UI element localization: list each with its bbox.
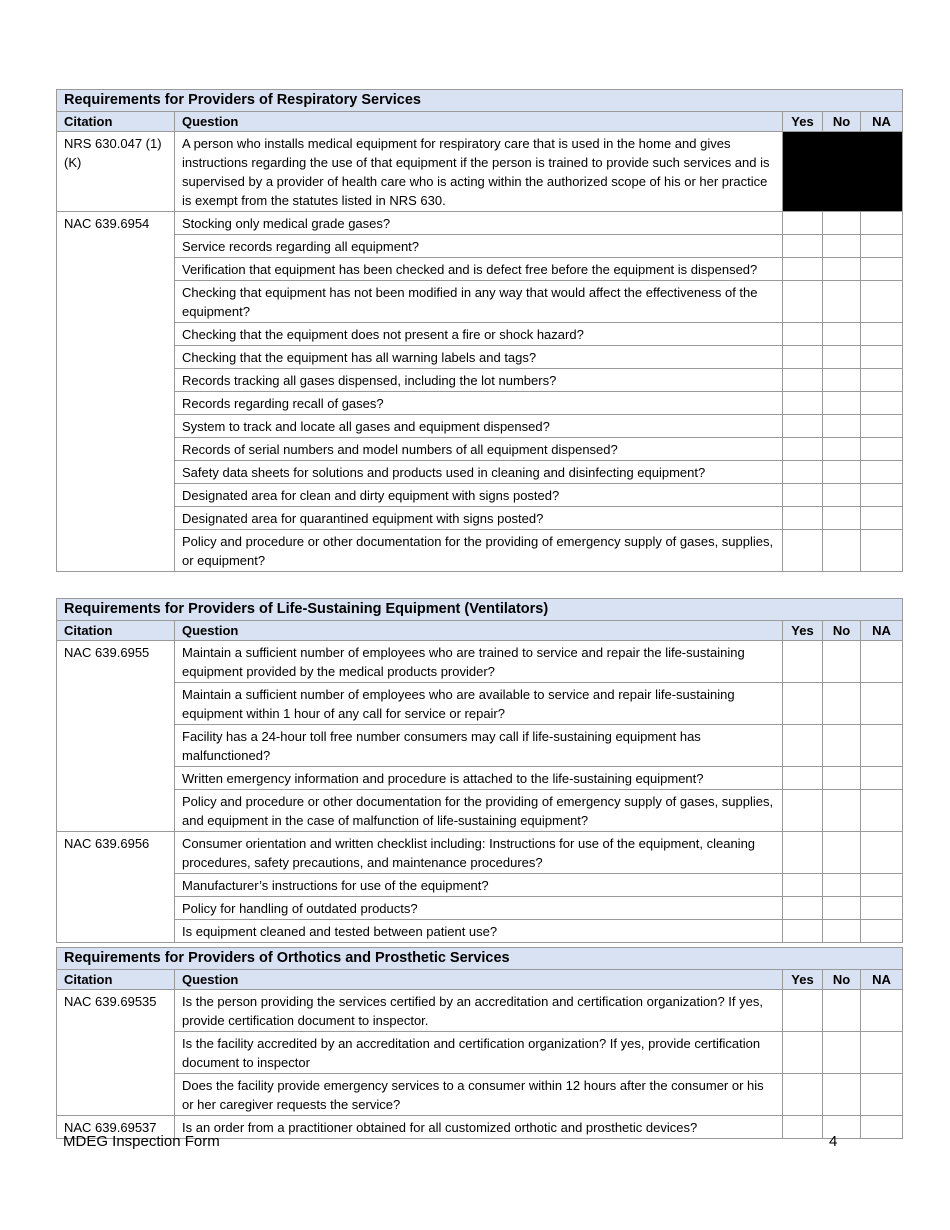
na-checkbox-cell[interactable] bbox=[861, 1074, 903, 1116]
table-row bbox=[57, 530, 903, 572]
yes-checkbox-cell[interactable] bbox=[783, 897, 823, 920]
question-cell: Policy and procedure or other documentation for the providing of emergency supply of gases, supplies, or equipment? bbox=[175, 530, 783, 572]
no-checkbox-cell[interactable] bbox=[823, 484, 861, 507]
na-header: NA bbox=[861, 621, 903, 641]
table-row bbox=[57, 1032, 903, 1074]
na-checkbox-cell[interactable] bbox=[861, 683, 903, 725]
no-checkbox-cell[interactable] bbox=[823, 323, 861, 346]
na-checkbox-cell[interactable] bbox=[861, 530, 903, 572]
na-checkbox-cell[interactable] bbox=[861, 235, 903, 258]
question-cell: Records of serial numbers and model numbers of all equipment dispensed? bbox=[175, 438, 783, 461]
yes-checkbox-cell[interactable] bbox=[783, 1116, 823, 1139]
question-cell: Maintain a sufficient number of employees who are trained to service and repair the life-sustaining equipment provided by the medical products provider? bbox=[175, 641, 783, 683]
table-row bbox=[57, 725, 903, 767]
no-checkbox-cell[interactable] bbox=[823, 920, 861, 943]
no-checkbox-cell[interactable] bbox=[823, 725, 861, 767]
no-checkbox-cell[interactable] bbox=[823, 683, 861, 725]
yes-checkbox-cell[interactable] bbox=[783, 258, 823, 281]
yes-checkbox-cell[interactable] bbox=[783, 484, 823, 507]
table-row bbox=[57, 235, 903, 258]
na-checkbox-cell[interactable] bbox=[861, 392, 903, 415]
question-cell: Stocking only medical grade gases? bbox=[175, 212, 783, 235]
table-row bbox=[57, 767, 903, 790]
no-checkbox-cell[interactable] bbox=[823, 507, 861, 530]
no-checkbox-cell[interactable] bbox=[823, 392, 861, 415]
no-checkbox-cell[interactable] bbox=[823, 897, 861, 920]
question-cell: Is the facility accredited by an accreditation and certification organization? If yes, provide certification document to inspector bbox=[175, 1032, 783, 1074]
question-cell: Maintain a sufficient number of employees who are available to service and repair life-sustaining equipment within 1 hour of any call for service or repair? bbox=[175, 683, 783, 725]
no-checkbox-cell[interactable] bbox=[823, 461, 861, 484]
question-header: Question bbox=[175, 621, 783, 641]
no-checkbox-cell[interactable] bbox=[823, 790, 861, 832]
na-header: NA bbox=[861, 112, 903, 132]
yes-checkbox-cell[interactable] bbox=[783, 323, 823, 346]
yes-checkbox-cell[interactable] bbox=[783, 461, 823, 484]
citation-cell: NRS 630.047 (1)(K) bbox=[57, 132, 175, 212]
na-checkbox-cell[interactable] bbox=[861, 790, 903, 832]
respiratory-services-table bbox=[56, 89, 903, 572]
question-header: Question bbox=[175, 970, 783, 990]
no-checkbox-cell[interactable] bbox=[823, 415, 861, 438]
table-row bbox=[57, 415, 903, 438]
question-header: Question bbox=[175, 112, 783, 132]
yes-header: Yes bbox=[783, 621, 823, 641]
table-row bbox=[57, 920, 903, 943]
na-checkbox-cell[interactable] bbox=[861, 990, 903, 1032]
no-checkbox-cell[interactable] bbox=[823, 212, 861, 235]
footer-form-name: MDEG Inspection Form bbox=[63, 1133, 220, 1150]
yes-header: Yes bbox=[783, 970, 823, 990]
na-checkbox-cell[interactable] bbox=[861, 1032, 903, 1074]
question-cell: System to track and locate all gases and equipment dispensed? bbox=[175, 415, 783, 438]
question-cell: Policy and procedure or other documentation for the providing of emergency supply of gases, supplies, and equipment in the case of malfunction of life-sustaining equipment? bbox=[175, 790, 783, 832]
citation-cell: NAC 639.69537 bbox=[57, 1116, 175, 1139]
yes-checkbox-cell[interactable] bbox=[783, 281, 823, 323]
question-cell: Checking that the equipment does not present a fire or shock hazard? bbox=[175, 323, 783, 346]
table-row bbox=[57, 832, 903, 874]
section-title: Requirements for Providers of Respiratory Services bbox=[57, 90, 903, 112]
life-sustaining-equipment-section bbox=[56, 598, 902, 943]
table-row bbox=[57, 323, 903, 346]
na-checkbox-cell[interactable] bbox=[861, 484, 903, 507]
citation-cell: NAC 639.6956 bbox=[57, 832, 175, 943]
yes-header: Yes bbox=[783, 112, 823, 132]
citation-header: Citation bbox=[57, 621, 175, 641]
na-checkbox-cell[interactable] bbox=[861, 212, 903, 235]
no-checkbox-cell[interactable] bbox=[823, 346, 861, 369]
na-checkbox-cell[interactable] bbox=[861, 897, 903, 920]
citation-header: Citation bbox=[57, 970, 175, 990]
section-title: Requirements for Providers of Orthotics and Prosthetic Services bbox=[57, 948, 903, 970]
yes-checkbox-cell[interactable] bbox=[783, 369, 823, 392]
question-cell: Manufacturer’s instructions for use of the equipment? bbox=[175, 874, 783, 897]
orthotics-prosthetic-table bbox=[56, 947, 903, 1139]
table-row bbox=[57, 132, 903, 212]
table-row bbox=[57, 346, 903, 369]
question-cell: Written emergency information and procedure is attached to the life-sustaining equipment? bbox=[175, 767, 783, 790]
question-cell: Designated area for quarantined equipment with signs posted? bbox=[175, 507, 783, 530]
orthotics-prosthetic-section bbox=[56, 947, 902, 1139]
no-checkbox-cell[interactable] bbox=[823, 530, 861, 572]
question-cell: Designated area for clean and dirty equipment with signs posted? bbox=[175, 484, 783, 507]
na-checkbox-cell[interactable] bbox=[861, 258, 903, 281]
no-checkbox-cell[interactable] bbox=[823, 281, 861, 323]
no-checkbox-cell[interactable] bbox=[823, 832, 861, 874]
citation-cell: NAC 639.6954 bbox=[57, 212, 175, 572]
no-checkbox-cell[interactable] bbox=[823, 1032, 861, 1074]
question-cell: Checking that the equipment has all warning labels and tags? bbox=[175, 346, 783, 369]
question-cell: Safety data sheets for solutions and products used in cleaning and disinfecting equipment? bbox=[175, 461, 783, 484]
yes-checkbox-cell[interactable] bbox=[783, 530, 823, 572]
table-row bbox=[57, 212, 903, 235]
table-row bbox=[57, 897, 903, 920]
no-checkbox-cell[interactable] bbox=[823, 258, 861, 281]
table-row bbox=[57, 484, 903, 507]
yes-checkbox-cell[interactable] bbox=[783, 767, 823, 790]
no-checkbox-cell[interactable] bbox=[823, 369, 861, 392]
yes-checkbox-cell[interactable] bbox=[783, 790, 823, 832]
yes-checkbox-cell[interactable] bbox=[783, 874, 823, 897]
table-row bbox=[57, 281, 903, 323]
yes-checkbox-cell[interactable] bbox=[783, 832, 823, 874]
na-checkbox-cell[interactable] bbox=[861, 507, 903, 530]
no-header: No bbox=[823, 112, 861, 132]
na-checkbox-cell[interactable] bbox=[861, 346, 903, 369]
na-checkbox-cell[interactable] bbox=[861, 323, 903, 346]
no-checkbox-cell[interactable] bbox=[823, 641, 861, 683]
na-checkbox-cell[interactable] bbox=[861, 281, 903, 323]
na-header: NA bbox=[861, 970, 903, 990]
question-cell: Consumer orientation and written checklist including: Instructions for use of the equipment, cleaning procedures, safety precautions, and maintenance procedures? bbox=[175, 832, 783, 874]
yes-checkbox-cell[interactable] bbox=[783, 235, 823, 258]
no-header: No bbox=[823, 621, 861, 641]
yes-checkbox-cell[interactable] bbox=[783, 415, 823, 438]
yes-checkbox-cell[interactable] bbox=[783, 507, 823, 530]
yes-checkbox-cell[interactable] bbox=[783, 1074, 823, 1116]
na-checkbox-cell[interactable] bbox=[861, 832, 903, 874]
no-checkbox-cell[interactable] bbox=[823, 767, 861, 790]
table-row bbox=[57, 790, 903, 832]
table-row bbox=[57, 874, 903, 897]
no-checkbox-cell[interactable] bbox=[823, 874, 861, 897]
yes-checkbox-cell[interactable] bbox=[783, 392, 823, 415]
question-cell: Checking that equipment has not been modified in any way that would affect the effectiveness of the equipment? bbox=[175, 281, 783, 323]
question-cell: Facility has a 24-hour toll free number consumers may call if life-sustaining equipment has malfunctioned? bbox=[175, 725, 783, 767]
yes-checkbox-cell[interactable] bbox=[783, 212, 823, 235]
table-row bbox=[57, 990, 903, 1032]
question-cell: Policy for handling of outdated products? bbox=[175, 897, 783, 920]
no-checkbox-cell[interactable] bbox=[823, 1074, 861, 1116]
citation-header: Citation bbox=[57, 112, 175, 132]
no-checkbox-cell[interactable] bbox=[823, 235, 861, 258]
yes-checkbox-cell[interactable] bbox=[783, 683, 823, 725]
no-checkbox-cell[interactable] bbox=[823, 990, 861, 1032]
question-cell: Is equipment cleaned and tested between patient use? bbox=[175, 920, 783, 943]
question-cell: Verification that equipment has been checked and is defect free before the equipment is dispensed? bbox=[175, 258, 783, 281]
yes-checkbox-cell[interactable] bbox=[783, 990, 823, 1032]
respiratory-services-section bbox=[56, 89, 902, 572]
yes-checkbox-cell[interactable] bbox=[783, 725, 823, 767]
section-title: Requirements for Providers of Life-Sustaining Equipment (Ventilators) bbox=[57, 599, 903, 621]
yes-checkbox-cell[interactable] bbox=[783, 438, 823, 461]
yes-checkbox-cell[interactable] bbox=[783, 1032, 823, 1074]
no-header: No bbox=[823, 970, 861, 990]
yes-checkbox-cell[interactable] bbox=[783, 641, 823, 683]
na-checkbox-cell[interactable] bbox=[861, 369, 903, 392]
na-checkbox-cell[interactable] bbox=[861, 874, 903, 897]
question-cell: A person who installs medical equipment for respiratory care that is used in the home and gives instructions regarding the use of that equipment if the person is trained to provide such services and is supervised by a provider of health care who is acting within the authorized scope of his or her practice is exempt from the statutes listed in NRS 630. bbox=[175, 132, 783, 212]
table-row bbox=[57, 507, 903, 530]
question-cell: Records regarding recall of gases? bbox=[175, 392, 783, 415]
na-checkbox-cell[interactable] bbox=[861, 641, 903, 683]
yes-checkbox-cell[interactable] bbox=[783, 920, 823, 943]
table-row bbox=[57, 641, 903, 683]
no-checkbox-cell[interactable] bbox=[823, 438, 861, 461]
na-checkbox-cell[interactable] bbox=[861, 920, 903, 943]
footer-page-number: 4 bbox=[829, 1133, 838, 1150]
citation-cell: NAC 639.6955 bbox=[57, 641, 175, 832]
na-checkbox-cell[interactable] bbox=[861, 438, 903, 461]
blacked-out-answer-cell bbox=[783, 132, 903, 212]
question-cell: Does the facility provide emergency services to a consumer within 12 hours after the consumer or his or her caregiver requests the service? bbox=[175, 1074, 783, 1116]
table-row bbox=[57, 258, 903, 281]
table-row bbox=[57, 438, 903, 461]
na-checkbox-cell[interactable] bbox=[861, 767, 903, 790]
table-row bbox=[57, 461, 903, 484]
na-checkbox-cell[interactable] bbox=[861, 725, 903, 767]
table-row bbox=[57, 683, 903, 725]
table-row bbox=[57, 1074, 903, 1116]
question-cell: Service records regarding all equipment? bbox=[175, 235, 783, 258]
question-cell: Is an order from a practitioner obtained for all customized orthotic and prosthetic devices? bbox=[175, 1116, 783, 1139]
question-cell: Records tracking all gases dispensed, including the lot numbers? bbox=[175, 369, 783, 392]
life-sustaining-equipment-table bbox=[56, 598, 903, 943]
question-cell: Is the person providing the services certified by an accreditation and certification organization? If yes, provide certification document to inspector. bbox=[175, 990, 783, 1032]
na-checkbox-cell[interactable] bbox=[861, 1116, 903, 1139]
na-checkbox-cell[interactable] bbox=[861, 415, 903, 438]
yes-checkbox-cell[interactable] bbox=[783, 346, 823, 369]
na-checkbox-cell[interactable] bbox=[861, 461, 903, 484]
table-row bbox=[57, 369, 903, 392]
citation-cell: NAC 639.69535 bbox=[57, 990, 175, 1116]
table-row bbox=[57, 392, 903, 415]
